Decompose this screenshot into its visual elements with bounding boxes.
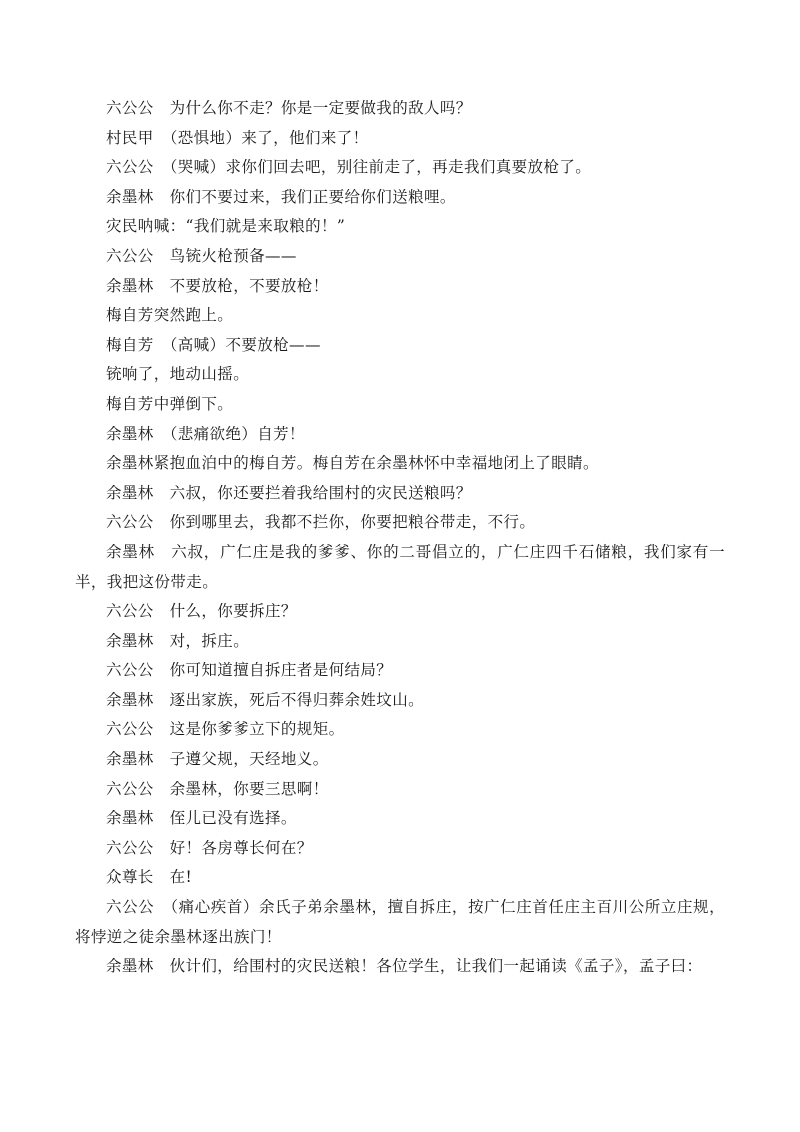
script-line: 余墨林 子遵父规，天经地义。: [106, 750, 329, 769]
play-script: [75, 94, 725, 982]
script-line: 六公公 余墨林，你要三思啊！: [106, 779, 329, 798]
script-line: 梅自芳突然跑上。: [106, 306, 234, 325]
script-line: 余墨林 对，拆庄。: [106, 631, 250, 650]
script-line: 六公公 （哭喊）求你们回去吧，别往前走了，再走我们真要放枪了。: [106, 158, 592, 177]
script-line: 六公公 （痛心疾首）余氏子弟余墨林，擅自拆庄，按广仁庄首任庄主百川公所立庄规，将悖逆之徒余墨林逐出族门！: [75, 898, 725, 946]
script-line: 余墨林 侄儿已没有选择。: [106, 809, 297, 828]
script-line: 铳响了，地动山摇。: [106, 365, 250, 384]
script-line: 众尊长 在!: [106, 868, 193, 887]
script-line: 六公公 你到哪里去，我都不拦你，你要把粮谷带走，不行。: [106, 513, 536, 532]
script-line: 余墨林 伙计们，给围村的灾民送粮！各位学生，让我们一起诵读《孟子》，孟子曰：: [106, 957, 703, 976]
script-line: 余墨林 逐出家族，死后不得归葬余姓坟山。: [106, 690, 425, 709]
script-line: 六公公 为什么你不走？你是一定要做我的敌人吗？: [106, 99, 472, 117]
script-line: 六公公 鸟铳火枪预备——: [106, 246, 297, 265]
script-line: 灾民呐喊：“我们就是来取粮的！”: [106, 217, 346, 236]
script-line: 梅自芳 （高喊）不要放枪——: [106, 335, 321, 354]
script-line: 梅自芳中弹倒下。: [106, 394, 234, 413]
script-line: 村民甲 （恐惧地）来了，他们来了！: [106, 128, 369, 147]
script-line: 余墨林 不要放枪，不要放枪！: [106, 276, 329, 295]
script-line: 余墨林 （悲痛欲绝）自芳！: [106, 424, 305, 443]
script-line: 六公公 什么，你要拆庄？: [106, 602, 297, 621]
script-line: 余墨林 六叔，你还要拦着我给围村的灾民送粮吗？: [106, 483, 472, 502]
script-line: 余墨林 六叔，广仁庄是我的爹爹、你的二哥倡立的，广仁庄四千石储粮，我们家有一半，我把这份带走。: [75, 542, 725, 591]
script-line: 余墨林紧抱血泊中的梅自芳。梅自芳在余墨林怀中幸福地闭上了眼睛。: [106, 454, 599, 473]
script-line: 六公公 你可知道擅自拆庄者是何结局？: [106, 661, 393, 680]
script-line: 余墨林 你们不要过来，我们正要给你们送粮哩。: [106, 187, 456, 206]
script-line: 六公公 好！各房尊长何在？: [106, 838, 313, 857]
script-line: 六公公 这是你爹爹立下的规矩。: [106, 720, 345, 739]
